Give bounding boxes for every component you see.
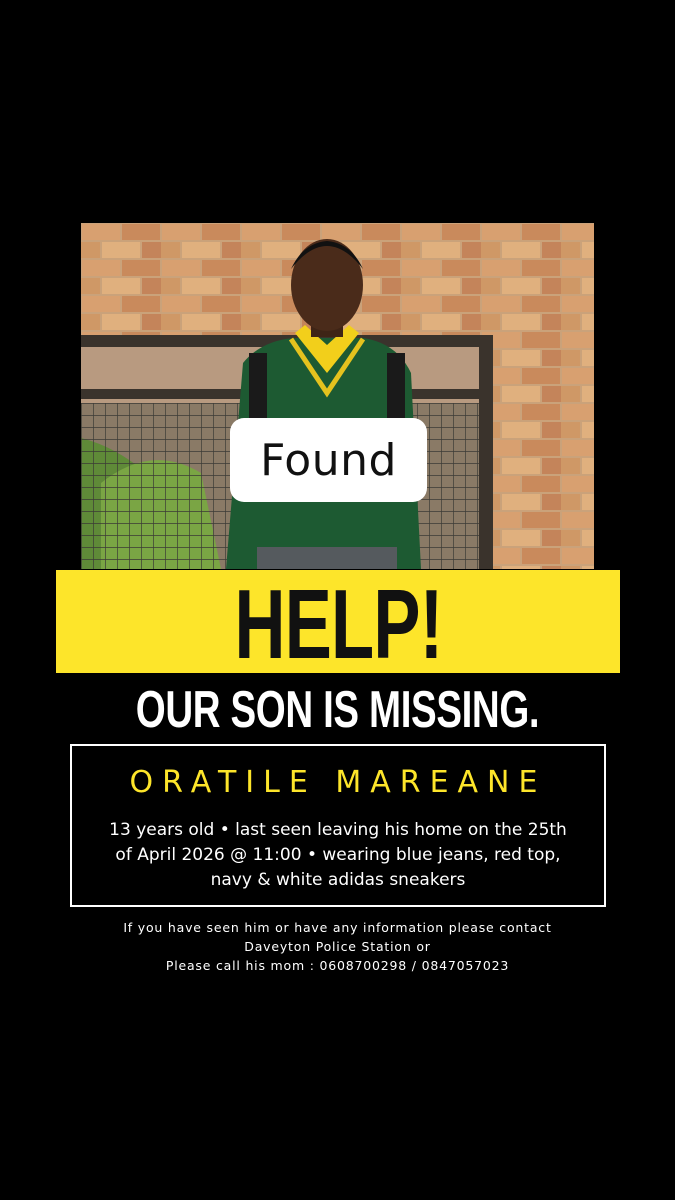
contact-info [0,918,675,975]
contact-line: Daveyton Police Station or [244,939,431,954]
details-line: navy & white adidas sneakers [210,870,466,890]
contact-line: If you have seen him or have any information please contact [123,920,552,935]
contact-phone-line: Please call his mom : 0608700298 / 0847057023 [165,958,510,973]
help-banner [56,568,620,679]
help-headline: HELP! [233,568,443,679]
details-line: 13 years old • last seen leaving his home on the 25th [109,820,567,840]
details-line: of April 2026 @ 11:00 • wearing blue jeans, red top, [115,845,561,865]
missing-person-name: ORATILE MAREANE [129,765,547,800]
info-box [70,744,606,907]
boy-photo [81,223,594,569]
missing-details [82,818,594,893]
photo-illustration [81,223,594,569]
found-badge: Found [230,418,427,502]
missing-subtitle: OUR SON IS MISSING. [135,681,540,739]
